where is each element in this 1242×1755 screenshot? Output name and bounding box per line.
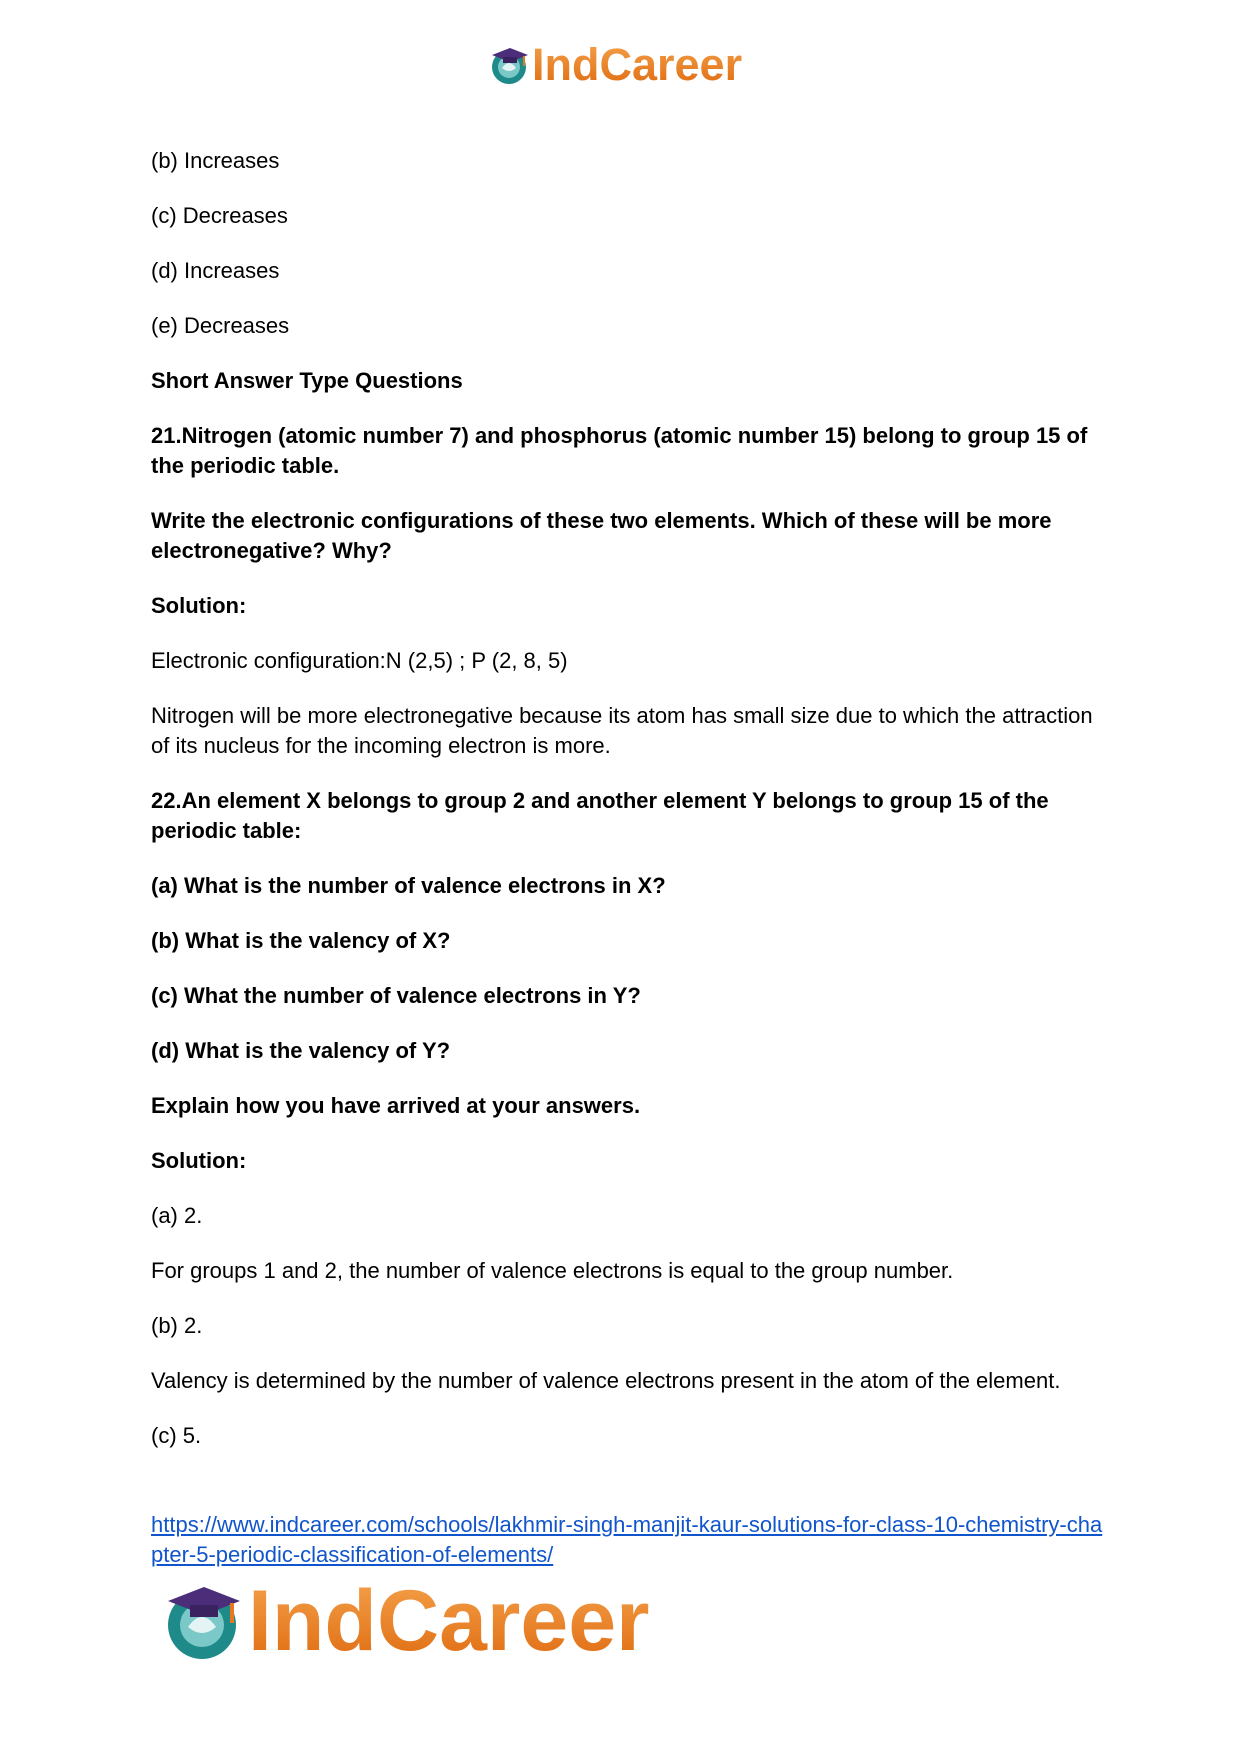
source-link[interactable]: https://www.indcareer.com/schools/lakhmir-singh-manjit-kaur-solutions-for-class-10-chemistry-chapter-5-periodic-classification-of-elements/ <box>151 1512 1103 1567</box>
graduation-cap-globe-icon <box>160 1579 244 1663</box>
question-text: Solution: <box>151 593 247 618</box>
answer-text: (d) Increases <box>151 258 280 283</box>
footer-logo <box>160 1573 650 1669</box>
answer-text: (b) 2. <box>151 1313 203 1338</box>
question-text: Short Answer Type Questions <box>151 368 463 393</box>
answer-text: (a) 2. <box>151 1203 203 1228</box>
answer-text: (e) Decreases <box>151 313 290 338</box>
question-text: 22.An element X belongs to group 2 and another element Y belongs to group 15 of the periodic table: <box>151 788 1049 843</box>
question-text: (c) What the number of valence electrons in Y? <box>151 983 641 1008</box>
question-text: (d) What is the valency of Y? <box>151 1038 451 1063</box>
brand-wordmark: IndCareer <box>532 39 743 90</box>
question-text: (b) What is the valency of X? <box>151 928 451 953</box>
question-text: Solution: <box>151 1148 247 1173</box>
answer-text: For groups 1 and 2, the number of valence electrons is equal to the group number. <box>151 1258 954 1283</box>
answer-text: (b) Increases <box>151 148 280 173</box>
brand-wordmark: IndCareer <box>248 1573 650 1669</box>
question-text: 21.Nitrogen (atomic number 7) and phosphorus (atomic number 15) belong to group 15 of the periodic table. <box>151 423 1088 478</box>
question-text: Explain how you have arrived at your answers. <box>151 1093 641 1118</box>
answer-text: Electronic configuration:N (2,5) ; P (2, 8, 5) <box>151 648 568 673</box>
question-text: (a) What is the number of valence electrons in X? <box>151 873 666 898</box>
question-text: Write the electronic configurations of these two elements. Which of these will be more electronegative? Why? <box>151 508 1052 563</box>
header-logo <box>488 39 743 90</box>
answer-text: Valency is determined by the number of valence electrons present in the atom of the element. <box>151 1368 1061 1393</box>
graduation-cap-globe-icon <box>488 44 530 86</box>
document-body <box>151 146 1101 1476</box>
answer-text: (c) 5. <box>151 1423 202 1448</box>
answer-text: (c) Decreases <box>151 203 288 228</box>
answer-text: Nitrogen will be more electronegative because its atom has small size due to which the attraction of its nucleus for the incoming electron is more. <box>151 703 1093 758</box>
